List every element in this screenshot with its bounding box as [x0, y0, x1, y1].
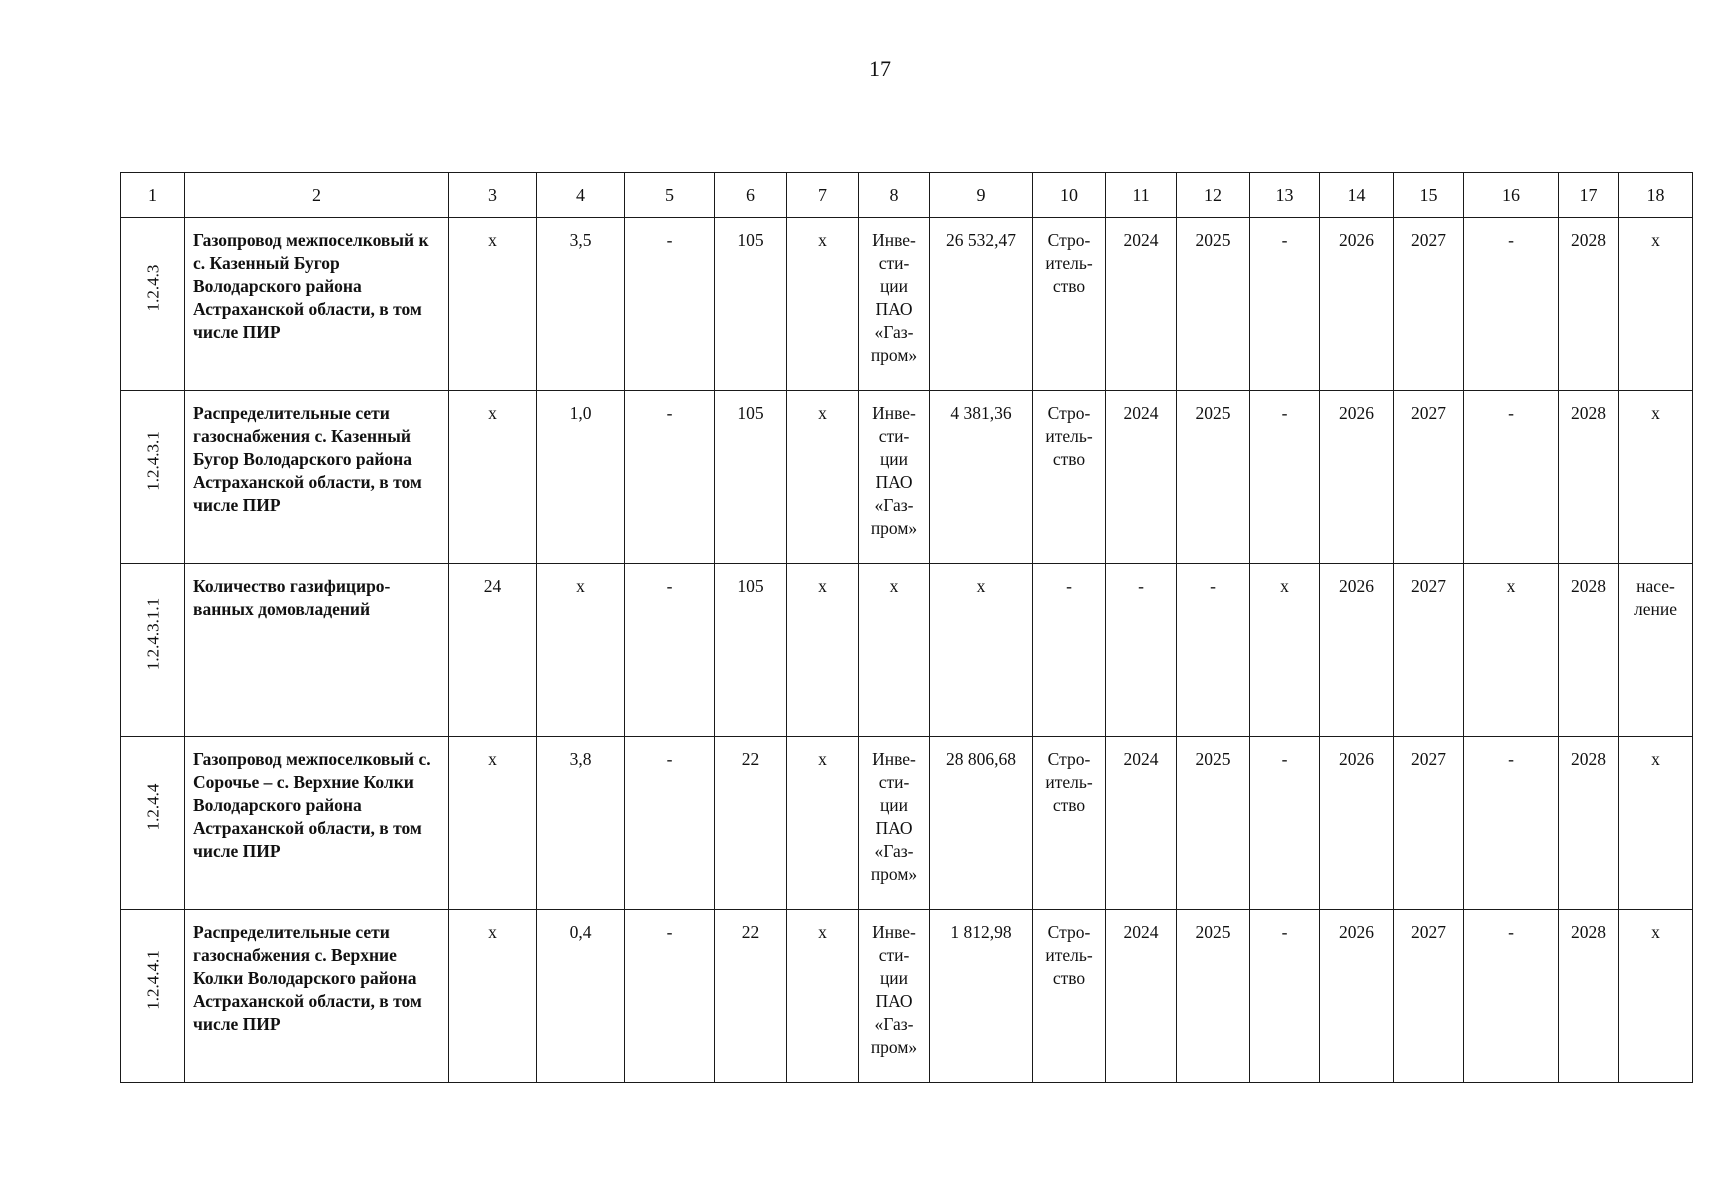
cell-col-4: 0,4: [537, 910, 625, 1083]
cell-col-14: 2026: [1320, 564, 1394, 737]
table-row: [121, 391, 1693, 564]
cell-line: -: [1066, 576, 1072, 596]
cell-col-3: х: [449, 910, 537, 1083]
object-name: Распределительные сети газоснабжения с. Казенный Бугор Володарского района Астраханской области, в том числе ПИР: [185, 391, 449, 564]
cell-col-7: х: [787, 737, 859, 910]
cell-col-9: 1 812,98: [930, 910, 1033, 1083]
header-row: [121, 173, 1693, 218]
header-col-11: 11: [1106, 173, 1177, 218]
cell-line: ции: [879, 795, 909, 815]
cell-line: ПАО: [875, 991, 913, 1011]
header-col-17: 17: [1559, 173, 1619, 218]
cell-col-14: 2026: [1320, 391, 1394, 564]
cell-line: «Газ-: [874, 841, 914, 861]
cell-col-10: [1033, 391, 1106, 564]
row-number-cell: [121, 218, 185, 391]
cell-col-8: [859, 737, 930, 910]
row-number-cell: [121, 737, 185, 910]
cell-col-12: -: [1177, 564, 1250, 737]
cell-col-17: 2028: [1559, 737, 1619, 910]
cell-line: ПАО: [875, 299, 913, 319]
cell-col-12: 2025: [1177, 391, 1250, 564]
cell-col-7: х: [787, 391, 859, 564]
cell-col-5: -: [625, 218, 715, 391]
header-col-5: 5: [625, 173, 715, 218]
header-col-10: 10: [1033, 173, 1106, 218]
cell-col-11: 2024: [1106, 910, 1177, 1083]
cell-col-6: 105: [715, 564, 787, 737]
cell-col-9: 28 806,68: [930, 737, 1033, 910]
cell-col-17: 2028: [1559, 218, 1619, 391]
cell-line: ПАО: [875, 472, 913, 492]
cell-line: Стро-: [1047, 749, 1091, 769]
table-row: [121, 564, 1693, 737]
cell-line: итель-: [1045, 945, 1093, 965]
header-col-6: 6: [715, 173, 787, 218]
table-row: [121, 910, 1693, 1083]
cell-line: пром»: [870, 518, 918, 538]
cell-col-5: -: [625, 391, 715, 564]
cell-line: Стро-: [1047, 922, 1091, 942]
cell-col-8: [859, 218, 930, 391]
cell-line: ции: [879, 968, 909, 988]
cell-col-17: 2028: [1559, 564, 1619, 737]
cell-col-11: -: [1106, 564, 1177, 737]
row-number-cell: [121, 910, 185, 1083]
cell-col-6: 22: [715, 910, 787, 1083]
cell-col-8: [859, 391, 930, 564]
cell-col-6: 22: [715, 737, 787, 910]
cell-col-6: 105: [715, 391, 787, 564]
object-name: Газопровод межпоселковый с. Сорочье – с. Верхние Колки Володарского района Астраханской области, в том числе ПИР: [185, 737, 449, 910]
cell-col-4: х: [537, 564, 625, 737]
header-col-14: 14: [1320, 173, 1394, 218]
row-number: 1.2.4.3.1.1: [143, 597, 162, 671]
header-col-15: 15: [1394, 173, 1464, 218]
header-col-2: 2: [185, 173, 449, 218]
cell-col-3: х: [449, 218, 537, 391]
cell-col-11: 2024: [1106, 391, 1177, 564]
header-col-9: 9: [930, 173, 1033, 218]
cell-col-10: [1033, 564, 1106, 737]
cell-col-16: -: [1464, 737, 1559, 910]
cell-line: ство: [1052, 449, 1086, 469]
cell-col-16: -: [1464, 218, 1559, 391]
header-col-16: 16: [1464, 173, 1559, 218]
header-col-8: 8: [859, 173, 930, 218]
cell-col-4: 1,0: [537, 391, 625, 564]
cell-col-16: -: [1464, 391, 1559, 564]
cell-col-15: 2027: [1394, 391, 1464, 564]
cell-col-18: [1619, 737, 1693, 910]
row-number: 1.2.4.3.1: [143, 431, 162, 491]
cell-line: ство: [1052, 795, 1086, 815]
cell-line: Стро-: [1047, 230, 1091, 250]
row-number-cell: [121, 391, 185, 564]
cell-line: пром»: [870, 1037, 918, 1057]
cell-col-16: -: [1464, 910, 1559, 1083]
cell-line: ции: [879, 276, 909, 296]
row-number: 1.2.4.3: [143, 264, 162, 312]
cell-col-14: 2026: [1320, 910, 1394, 1083]
cell-col-5: -: [625, 737, 715, 910]
cell-col-15: 2027: [1394, 564, 1464, 737]
cell-col-8: [859, 910, 930, 1083]
header-col-1: 1: [121, 173, 185, 218]
cell-col-13: -: [1250, 218, 1320, 391]
cell-line: ство: [1052, 276, 1086, 296]
cell-line: х: [1651, 230, 1660, 250]
cell-line: насе-: [1636, 576, 1675, 596]
cell-col-5: -: [625, 564, 715, 737]
cell-col-7: х: [787, 910, 859, 1083]
cell-col-5: -: [625, 910, 715, 1083]
cell-line: Стро-: [1047, 403, 1091, 423]
cell-col-12: 2025: [1177, 737, 1250, 910]
cell-col-14: 2026: [1320, 737, 1394, 910]
cell-col-13: -: [1250, 391, 1320, 564]
cell-col-3: х: [449, 737, 537, 910]
cell-line: ции: [879, 449, 909, 469]
cell-line: сти-: [878, 253, 910, 273]
cell-col-11: 2024: [1106, 218, 1177, 391]
header-col-18: 18: [1619, 173, 1693, 218]
cell-col-9: 26 532,47: [930, 218, 1033, 391]
cell-line: сти-: [878, 426, 910, 446]
cell-col-12: 2025: [1177, 910, 1250, 1083]
cell-col-10: [1033, 737, 1106, 910]
cell-col-10: [1033, 218, 1106, 391]
cell-line: пром»: [870, 864, 918, 884]
cell-line: х: [1651, 922, 1660, 942]
row-number: 1.2.4.4.1: [143, 950, 162, 1010]
cell-col-10: [1033, 910, 1106, 1083]
cell-line: итель-: [1045, 772, 1093, 792]
header-col-4: 4: [537, 173, 625, 218]
row-number-cell: [121, 564, 185, 737]
cell-col-9: 4 381,36: [930, 391, 1033, 564]
cell-col-11: 2024: [1106, 737, 1177, 910]
header-col-3: 3: [449, 173, 537, 218]
object-name: Газопровод межпоселковый к с. Казенный Бугор Володарского района Астраханской области, в том числе ПИР: [185, 218, 449, 391]
header-col-12: 12: [1177, 173, 1250, 218]
cell-line: «Газ-: [874, 1014, 914, 1034]
cell-line: итель-: [1045, 426, 1093, 446]
cell-line: итель-: [1045, 253, 1093, 273]
investment-table: [120, 172, 1693, 1083]
row-number: 1.2.4.4: [143, 783, 162, 831]
cell-col-15: 2027: [1394, 737, 1464, 910]
cell-line: ПАО: [875, 818, 913, 838]
cell-col-15: 2027: [1394, 910, 1464, 1083]
table-row: [121, 218, 1693, 391]
header-col-13: 13: [1250, 173, 1320, 218]
object-name: Количество газифициро-ванных домовладений: [185, 564, 449, 737]
cell-col-14: 2026: [1320, 218, 1394, 391]
cell-col-8: [859, 564, 930, 737]
cell-col-17: 2028: [1559, 910, 1619, 1083]
page-number: 17: [869, 56, 891, 81]
cell-col-13: -: [1250, 737, 1320, 910]
cell-col-3: х: [449, 391, 537, 564]
cell-col-16: х: [1464, 564, 1559, 737]
cell-col-4: 3,8: [537, 737, 625, 910]
cell-line: ство: [1052, 968, 1086, 988]
cell-line: пром»: [870, 345, 918, 365]
cell-line: Инве-: [872, 922, 916, 942]
cell-line: «Газ-: [874, 495, 914, 515]
cell-line: сти-: [878, 772, 910, 792]
cell-line: Инве-: [872, 403, 916, 423]
cell-line: х: [1651, 749, 1660, 769]
cell-line: «Газ-: [874, 322, 914, 342]
cell-col-18: [1619, 218, 1693, 391]
cell-col-17: 2028: [1559, 391, 1619, 564]
cell-col-12: 2025: [1177, 218, 1250, 391]
cell-line: Инве-: [872, 230, 916, 250]
cell-line: ление: [1634, 599, 1677, 619]
cell-line: сти-: [878, 945, 910, 965]
cell-col-6: 105: [715, 218, 787, 391]
header-col-7: 7: [787, 173, 859, 218]
table-row: [121, 737, 1693, 910]
cell-line: Инве-: [872, 749, 916, 769]
cell-col-4: 3,5: [537, 218, 625, 391]
cell-col-13: х: [1250, 564, 1320, 737]
cell-line: х: [1651, 403, 1660, 423]
cell-col-9: х: [930, 564, 1033, 737]
cell-line: х: [889, 576, 899, 596]
cell-col-15: 2027: [1394, 218, 1464, 391]
cell-col-18: [1619, 910, 1693, 1083]
cell-col-13: -: [1250, 910, 1320, 1083]
cell-col-18: [1619, 391, 1693, 564]
cell-col-7: х: [787, 564, 859, 737]
cell-col-18: [1619, 564, 1693, 737]
cell-col-3: 24: [449, 564, 537, 737]
investment-table-wrapper: [120, 172, 1692, 1083]
object-name: Распределительные сети газоснабжения с. Верхние Колки Володарского района Астраханской области, в том числе ПИР: [185, 910, 449, 1083]
cell-col-7: х: [787, 218, 859, 391]
